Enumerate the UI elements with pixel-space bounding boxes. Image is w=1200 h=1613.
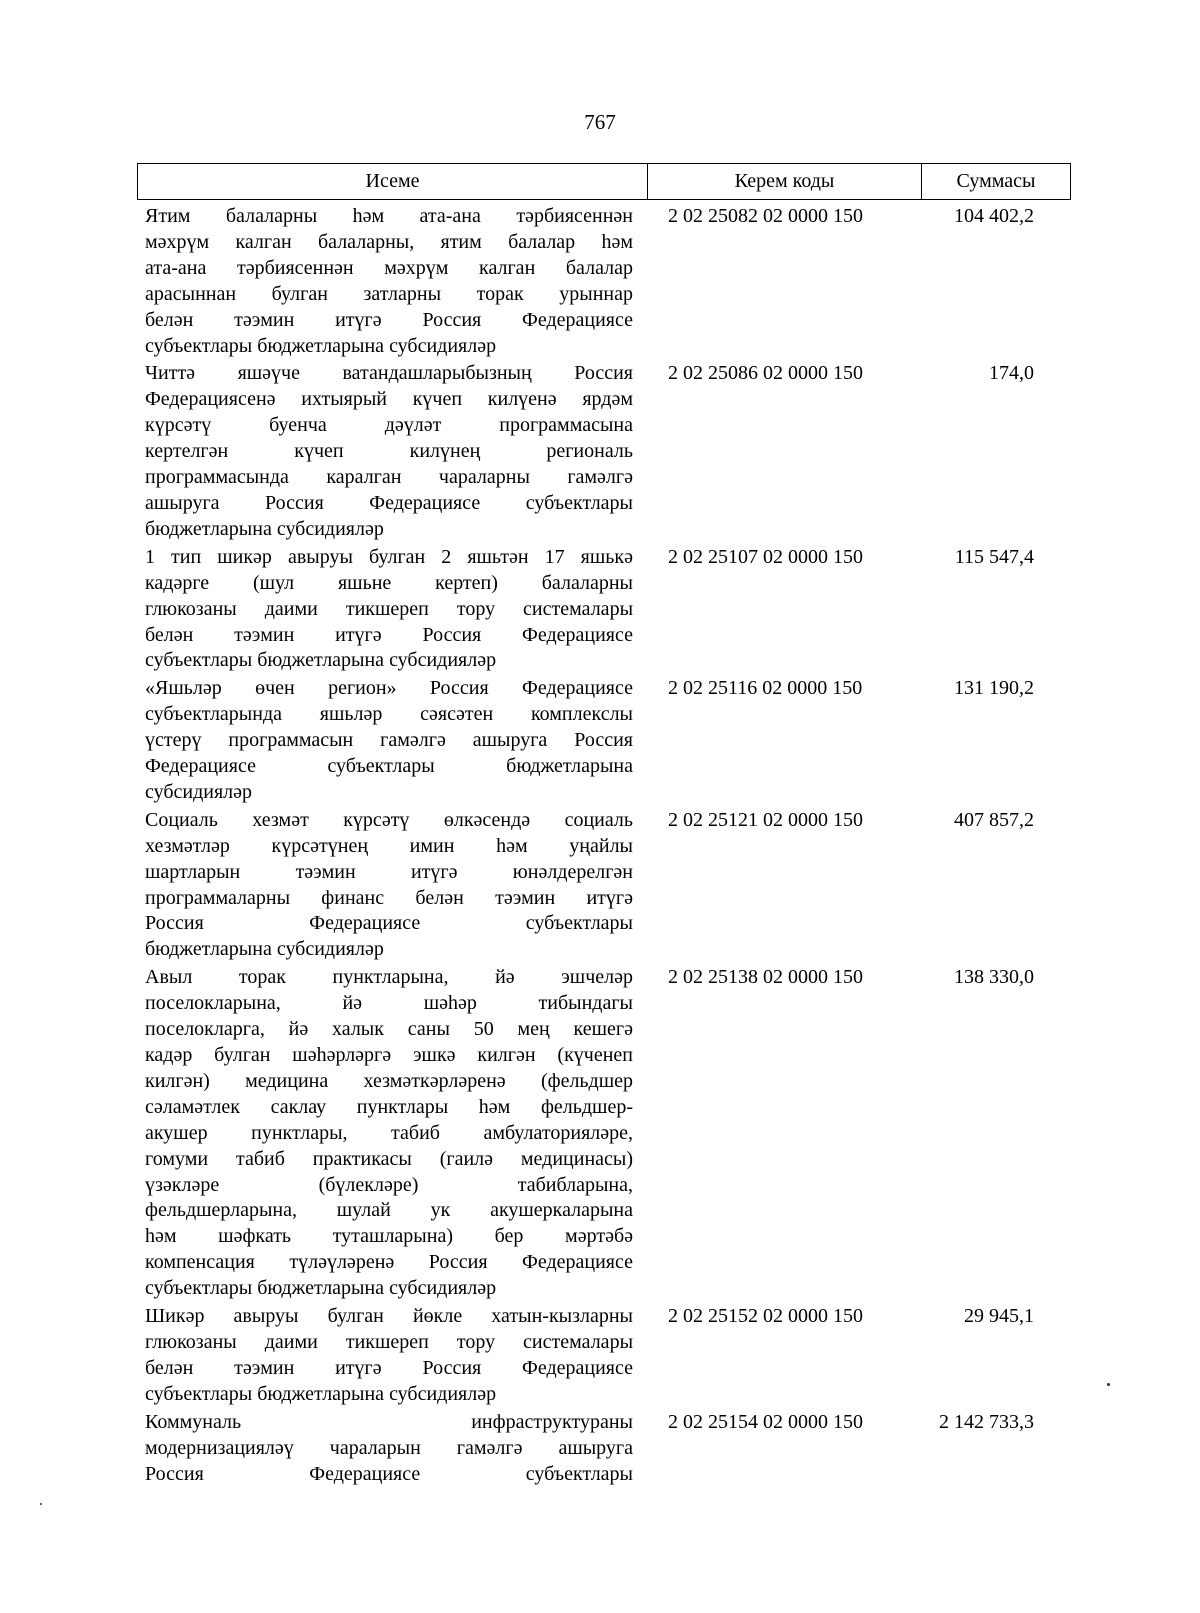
row-name-line: Федерациясенә ихтыярый күчеп килүенә ярдәм [145, 388, 633, 411]
scan-speck [1107, 1383, 1110, 1386]
row-name-line: компенсация түләүләренә Россия Федерациясе [145, 1251, 633, 1274]
row-name-line: белән тәэмин итүгә Россия Федерациясе [145, 623, 633, 646]
row-name-line: белән тәэмин итүгә Россия Федерациясе [145, 1356, 633, 1379]
table-row [145, 545, 1090, 675]
row-sum-cell: 174,0 [989, 362, 1034, 385]
row-name-line: модернизацияләү чараларын гамәлгә ашыруга [145, 1436, 633, 1459]
row-code-cell: 2 02 25107 02 0000 150 [668, 545, 863, 568]
row-name-line: Россия Федерациясе субъектлары [145, 912, 633, 935]
row-name-line: «Яшьләр өчен регион» Россия Федерациясе [145, 677, 633, 700]
row-name-line: килгән) медицина хезмәткәрләренә (фельдшер [145, 1069, 633, 1092]
row-name-line: шартларын тәэмин итүгә юнәлдерелгән [145, 860, 633, 883]
row-code-cell: 2 02 25154 02 0000 150 [668, 1410, 863, 1433]
table-body [145, 204, 1090, 1489]
row-name-line: поселокларга, йә халык саны 50 мең кешегә [145, 1018, 633, 1041]
row-name-line: белән тәэмин итүгә Россия Федерациясе [145, 308, 633, 331]
row-name-line: ашыруга Россия Федерациясе субъектлары [145, 491, 633, 514]
row-name-cell [145, 808, 633, 963]
row-name-cell [145, 676, 633, 806]
row-name-line: кертелгән күчеп килүнең региональ [145, 440, 633, 463]
row-sum-cell: 29 945,1 [964, 1305, 1034, 1328]
row-name-line: субъектлары бюджетларына субсидияләр [145, 1277, 497, 1300]
row-name-line: Шикәр авыруы булган йөкле хатын-кызларны [145, 1305, 633, 1328]
column-header-code: Керем коды [648, 164, 922, 199]
table-row [145, 1304, 1090, 1408]
table-header [137, 163, 1071, 200]
row-name-line: сәламәтлек саклау пунктлары һәм фельдшер- [145, 1095, 633, 1118]
row-sum-cell: 115 547,4 [954, 545, 1034, 568]
row-name-cell [145, 204, 633, 359]
row-name-line: глюкозаны даими тикшереп тору системалары [145, 597, 633, 620]
table-row [145, 204, 1090, 359]
row-name-line: субъектлары бюджетларына субсидияләр [145, 1382, 497, 1405]
page-number: 767 [584, 110, 616, 134]
row-name-line: кадәрге (шул яшьне кертеп) балаларны [145, 571, 633, 594]
row-name-line: бюджетларына субсидияләр [145, 938, 384, 961]
row-name-line: Россия Федерациясе субъектлары [145, 1462, 633, 1485]
table-row [145, 965, 1090, 1302]
scan-speck [40, 1503, 42, 1505]
row-code-cell: 2 02 25086 02 0000 150 [668, 362, 863, 385]
row-name-line: мәхрүм калган балаларны, ятим балалар һәм [145, 230, 633, 253]
row-code-cell: 2 02 25116 02 0000 150 [668, 677, 863, 700]
row-sum-cell: 2 142 733,3 [939, 1410, 1034, 1433]
row-name-line: субсидияләр [145, 780, 253, 803]
row-sum-cell: 131 190,2 [954, 677, 1034, 700]
row-name-line: Социаль хезмәт күрсәтү өлкәсендә социаль [145, 808, 633, 831]
row-name-line: программаларны финанс белән тәэмин итүгә [145, 886, 633, 909]
row-code-cell: 2 02 25121 02 0000 150 [668, 808, 863, 831]
row-name-line: фельдшерларына, шулай ук акушеркаларына [145, 1199, 633, 1222]
row-sum-cell: 138 330,0 [954, 966, 1034, 989]
row-name-line: үзәкләре (бүлекләре) табибларына, [145, 1173, 633, 1196]
row-name-line: глюкозаны даими тикшереп тору системалары [145, 1330, 633, 1353]
row-sum-cell: 407 857,2 [954, 808, 1034, 831]
row-name-line: Ятим балаларны һәм ата-ана тәрбиясеннән [145, 205, 633, 227]
row-name-line: субъектлары бюджетларына субсидияләр [145, 334, 497, 357]
row-name-cell [145, 361, 633, 542]
row-code-cell: 2 02 25152 02 0000 150 [668, 1305, 863, 1328]
row-name-line: үстерү программасын гамәлгә ашыруга Россия [145, 729, 633, 752]
row-name-line: акушер пунктлары, табиб амбулаторияләре, [145, 1121, 633, 1144]
row-name-line: хезмәтләр күрсәтүнең имин һәм уңайлы [145, 834, 633, 857]
row-name-line: субъектларында яшьләр сәясәтен комплекслы [145, 703, 633, 726]
row-code-cell: 2 02 25082 02 0000 150 [668, 205, 863, 227]
row-name-line: Коммуналь инфраструктураны [145, 1410, 633, 1433]
row-name-cell [145, 965, 633, 1302]
table-row [145, 1410, 1090, 1488]
column-header-name: Исеме [138, 164, 648, 199]
row-name-line: бюджетларына субсидияләр [145, 517, 384, 540]
row-name-line: гомуми табиб практикасы (гаилә медицинасы) [145, 1147, 633, 1170]
column-header-sum: Суммасы [956, 170, 1036, 192]
row-name-line: Авыл торак пунктларына, йә эшчеләр [145, 966, 633, 989]
row-name-line: субъектлары бюджетларына субсидияләр [145, 649, 497, 672]
row-name-cell [145, 1410, 633, 1488]
row-name-line: 1 тип шикәр авыруы булган 2 яшьтән 17 яшькә [145, 545, 633, 568]
row-name-line: һәм шәфкать туташларына) бер мәртәбә [145, 1225, 633, 1248]
table-row [145, 676, 1090, 806]
row-name-line: кадәр булган шәһәрләргә эшкә килгән (күченеп [145, 1044, 633, 1066]
row-name-cell [145, 1304, 633, 1408]
table-row [145, 361, 1090, 542]
row-name-cell [145, 545, 633, 675]
row-name-line: күрсәтү буенча дәүләт программасына [145, 414, 633, 437]
row-name-line: арасыннан булган затларны торак урыннар [145, 282, 633, 305]
row-sum-cell: 104 402,2 [954, 205, 1034, 227]
row-name-line: программасында каралган чараларны гамәлгә [145, 466, 633, 489]
row-code-cell: 2 02 25138 02 0000 150 [668, 966, 863, 989]
row-name-line: Читтә яшәүче ватандашларыбызның Россия [145, 362, 633, 385]
row-name-line: поселокларына, йә шәһәр тибындагы [145, 992, 633, 1015]
row-name-line: Федерациясе субъектлары бюджетларына [145, 755, 633, 778]
table-row [145, 808, 1090, 963]
row-name-line: ата-ана тәрбиясеннән мәхрүм калган балалар [145, 256, 633, 279]
